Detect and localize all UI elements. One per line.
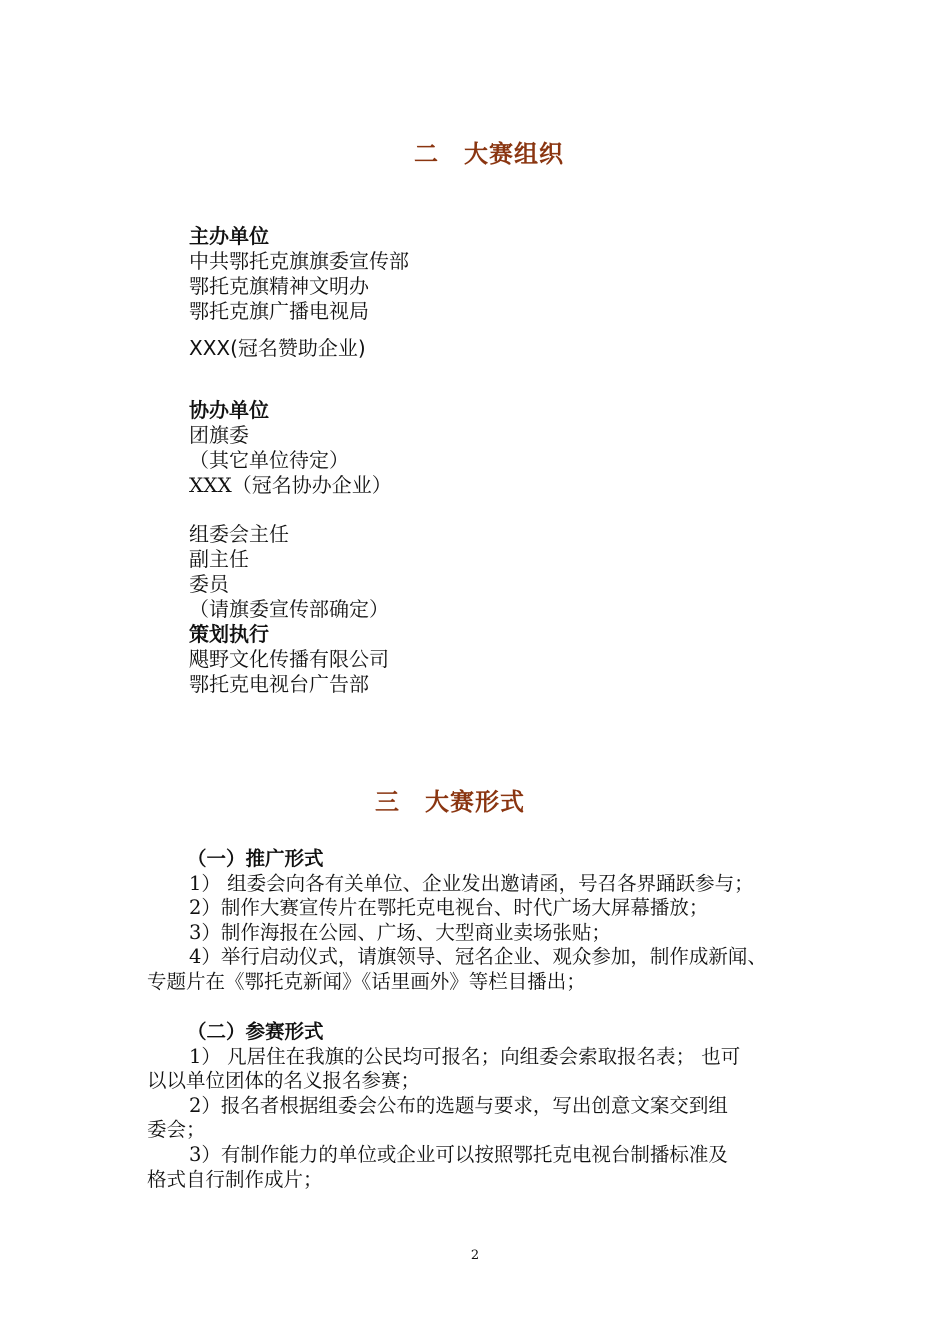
organizer-label: 主办单位 — [189, 224, 269, 248]
co-organizer-block — [189, 398, 392, 498]
section-heading-format: 三 大赛形式 — [375, 788, 525, 816]
promotion-block — [147, 847, 807, 995]
participation-line: 委会； — [147, 1118, 206, 1142]
committee-item: （请旗委宣传部确定） — [189, 597, 389, 621]
co-organizer-item: （其它单位待定） — [189, 448, 349, 472]
participation-line: 3）有制作能力的单位或企业可以按照鄂托克电视台制播标准及 — [189, 1142, 728, 1166]
committee-block — [189, 522, 389, 697]
committee-item: 委员 — [189, 572, 229, 596]
participation-label: （二）参赛形式 — [187, 1020, 324, 1043]
co-organizer-item: XXX（冠名协办企业） — [189, 473, 392, 497]
organizer-item: 鄂托克旗广播电视局 — [189, 299, 369, 323]
promotion-line: 1） 组委会向各有关单位、企业发出邀请函，号召各界踊跃参与； — [189, 871, 754, 895]
promotion-label: （一）推广形式 — [187, 847, 324, 870]
promotion-line: 2）制作大赛宣传片在鄂托克电视台、时代广场大屏幕播放； — [189, 896, 709, 920]
section-heading-organization: 二 大赛组织 — [414, 140, 564, 168]
page-number: 2 — [470, 1248, 480, 1263]
planning-label: 策划执行 — [189, 622, 269, 646]
planning-item: 鄂托克电视台广告部 — [189, 672, 369, 696]
co-organizer-item: 团旗委 — [189, 423, 249, 447]
promotion-line: 3）制作海报在公园、广场、大型商业卖场张贴； — [189, 920, 611, 944]
organizer-item: 鄂托克旗精神文明办 — [189, 274, 369, 298]
promotion-line: 专题片在《鄂托克新闻》《话里画外》等栏目播出； — [147, 969, 586, 993]
participation-line: 2）报名者根据组委会公布的选题与要求，写出创意文案交到组 — [189, 1093, 728, 1117]
organizer-item: 中共鄂托克旗旗委宣传部 — [189, 249, 409, 273]
committee-item: 组委会主任 — [189, 522, 289, 546]
participation-line: 以以单位团体的名义报名参赛； — [147, 1069, 421, 1093]
co-organizer-label: 协办单位 — [189, 398, 269, 422]
participation-block — [147, 1020, 807, 1192]
sponsor-item: XXX(冠名赞助企业) — [189, 336, 366, 360]
promotion-line: 4）举行启动仪式，请旗领导、冠名企业、观众参加，制作成新闻、 — [189, 945, 767, 969]
committee-item: 副主任 — [189, 547, 249, 571]
organizer-block — [189, 224, 409, 324]
participation-line: 格式自行制作成片； — [147, 1167, 323, 1191]
participation-line: 1） 凡居住在我旗的公民均可报名；向组委会索取报名表； 也可 — [189, 1044, 741, 1068]
sponsor-line — [189, 336, 366, 361]
planning-item: 飓野文化传播有限公司 — [189, 647, 389, 671]
